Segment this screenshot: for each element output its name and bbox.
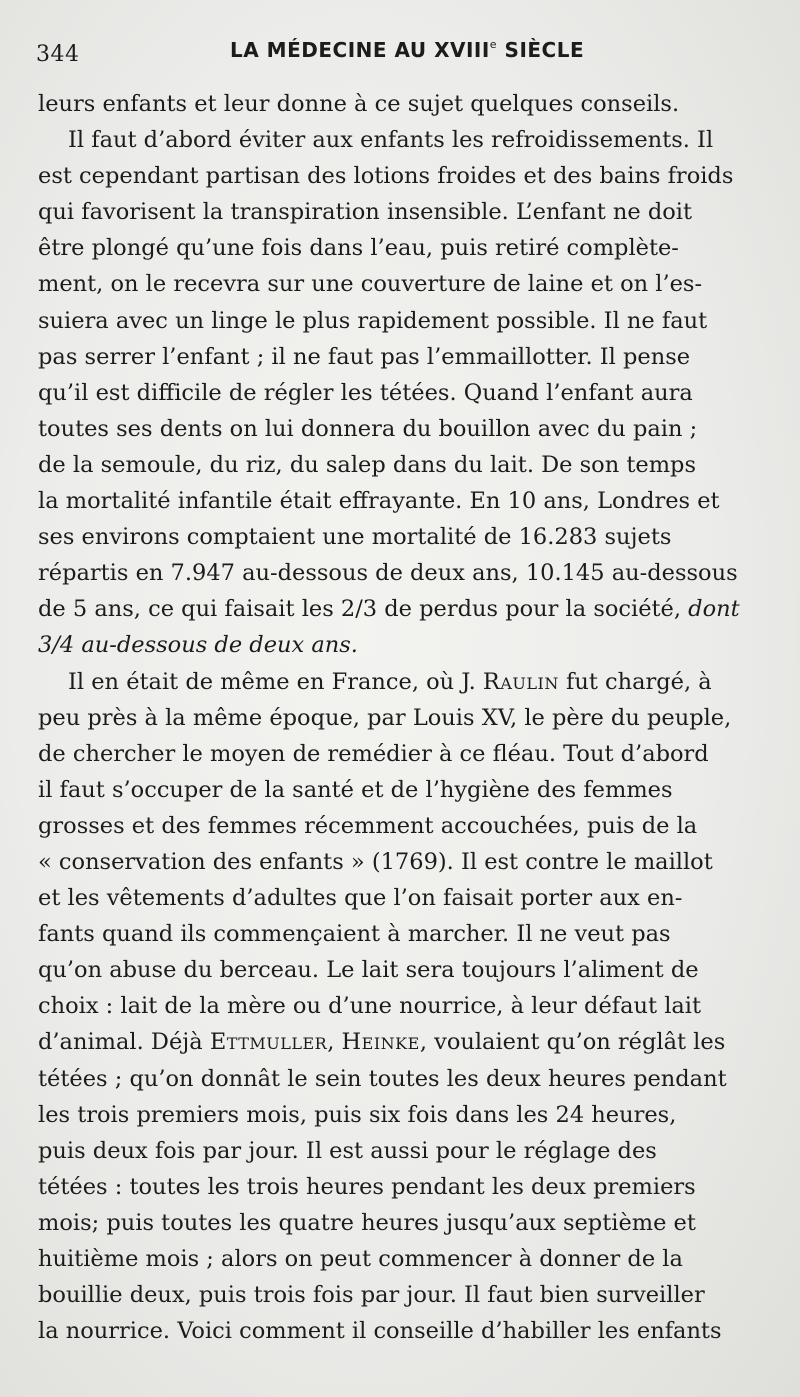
author-name: Ettmuller (209, 1029, 328, 1056)
text-line (38, 591, 764, 627)
text-segment: de 5 ans, ce qui faisait les 2/3 de perdus pour la société, (38, 596, 682, 623)
text-line (38, 1241, 764, 1277)
running-title: LA MÉDECINE AU XVIIIe SIÈCLE (230, 38, 585, 62)
text-line (38, 483, 764, 519)
text-segment: de la semoule, du riz, du salep dans du lait. De son temps (38, 451, 697, 478)
text-line (38, 1133, 764, 1169)
text-line (38, 230, 764, 266)
text-line (38, 1169, 764, 1205)
text-segment: puis deux fois par jour. Il est aussi pour le réglage des (38, 1137, 657, 1164)
text-segment: qu’il est difficile de régler les tétées. Quand l’enfant aura (38, 379, 693, 406)
text-line (38, 772, 764, 808)
text-line (38, 700, 764, 736)
text-line (38, 808, 764, 844)
italic-segment: dont (681, 596, 740, 623)
body-text (38, 86, 764, 1349)
text-segment: mois; puis toutes les quatre heures jusqu’aux septième et (38, 1209, 696, 1236)
text-segment: suiera avec un linge le plus rapidement possible. Il ne faut (38, 307, 708, 334)
text-line (38, 1205, 764, 1241)
page-number: 344 (36, 42, 80, 67)
text-line (38, 952, 764, 988)
text-segment: pas serrer l’enfant ; il ne faut pas l’emmaillotter. Il pense (38, 343, 691, 370)
text-segment: toutes ses dents on lui donnera du bouillon avec du pain ; (38, 415, 698, 442)
text-line (38, 555, 764, 591)
text-segment: fants quand ils commençaient à marcher. Il ne veut pas (38, 921, 671, 948)
text-segment: d’animal. Déjà (38, 1029, 210, 1056)
text-line (38, 411, 764, 447)
author-name: Heinke (341, 1029, 420, 1056)
text-line (38, 1313, 764, 1349)
text-line (38, 1024, 764, 1060)
text-line (38, 86, 764, 122)
text-segment: répartis en 7.947 au-dessous de deux ans, 10.145 au-dessous (38, 560, 738, 587)
text-line (38, 916, 764, 952)
text-segment: ses environs comptaient une mortalité de 16.283 sujets (38, 524, 672, 551)
text-line (38, 194, 764, 230)
text-segment: fut chargé, à (558, 668, 712, 695)
text-segment: tétées ; qu’on donnât le sein toutes les deux heures pendant (38, 1065, 727, 1092)
text-line (38, 988, 764, 1024)
text-line (38, 339, 764, 375)
text-segment: choix : lait de la mère ou d’une nourrice, à leur défaut lait (38, 993, 702, 1020)
text-line (38, 1097, 764, 1133)
author-name: Raulin (482, 668, 559, 695)
text-segment: être plongé qu’une fois dans l’eau, puis retiré complète- (38, 235, 679, 262)
text-line (38, 844, 764, 880)
text-segment: et les vêtements d’adultes que l’on faisait porter aux en- (38, 885, 683, 912)
text-segment: il faut s’occuper de la santé et de l’hygiène des femmes (38, 776, 673, 803)
text-line (38, 736, 764, 772)
text-line (38, 158, 764, 194)
page-header (30, 34, 768, 68)
text-segment: Il faut d’abord éviter aux enfants les refroidissements. Il (68, 127, 714, 154)
text-line (38, 122, 764, 158)
text-segment: ment, on le recevra sur une couverture de laine et on l’es- (38, 271, 703, 298)
text-line (38, 303, 764, 339)
text-line (38, 519, 764, 555)
text-segment: grosses et des femmes récemment accouchées, puis de la (38, 812, 698, 839)
text-segment: peu près à la même époque, par Louis XV, le père du peuple, (38, 704, 732, 731)
text-segment: , voulaient qu’on réglât les (419, 1029, 726, 1056)
text-segment: huitième mois ; alors on peut commencer à donner de la (38, 1246, 683, 1272)
text-segment: est cependant partisan des lotions froides et des bains froids (38, 163, 734, 190)
text-segment: Il en était de même en France, où J. (68, 668, 483, 695)
text-line (38, 375, 764, 411)
text-segment: la nourrice. Voici comment il conseille d’habiller les enfants (38, 1318, 722, 1345)
italic-segment: 3/4 au-dessous de deux ans. (38, 632, 358, 659)
text-line (38, 447, 764, 483)
text-line (38, 1061, 764, 1097)
text-line (38, 880, 764, 916)
text-line (38, 1277, 764, 1313)
text-line (38, 664, 764, 700)
text-line (38, 627, 764, 663)
text-line (38, 266, 764, 302)
text-segment: « conservation des enfants » (1769). Il est contre le maillot (38, 848, 713, 875)
text-segment: les trois premiers mois, puis six fois dans les 24 heures, (38, 1101, 677, 1128)
text-segment: qui favorisent la transpiration insensible. L’enfant ne doit (38, 199, 693, 226)
text-segment: de chercher le moyen de remédier à ce fléau. Tout d’abord (38, 740, 709, 767)
text-segment: leurs enfants et leur donne à ce sujet quelques conseils. (38, 91, 680, 117)
text-segment: , (327, 1029, 342, 1056)
text-segment: tétées : toutes les trois heures pendant les deux premiers (38, 1173, 696, 1200)
text-segment: la mortalité infantile était effrayante. En 10 ans, Londres et (38, 488, 720, 515)
text-segment: qu’on abuse du berceau. Le lait sera toujours l’aliment de (38, 957, 699, 984)
text-segment: bouillie deux, puis trois fois par jour. Il faut bien surveiller (38, 1282, 705, 1309)
